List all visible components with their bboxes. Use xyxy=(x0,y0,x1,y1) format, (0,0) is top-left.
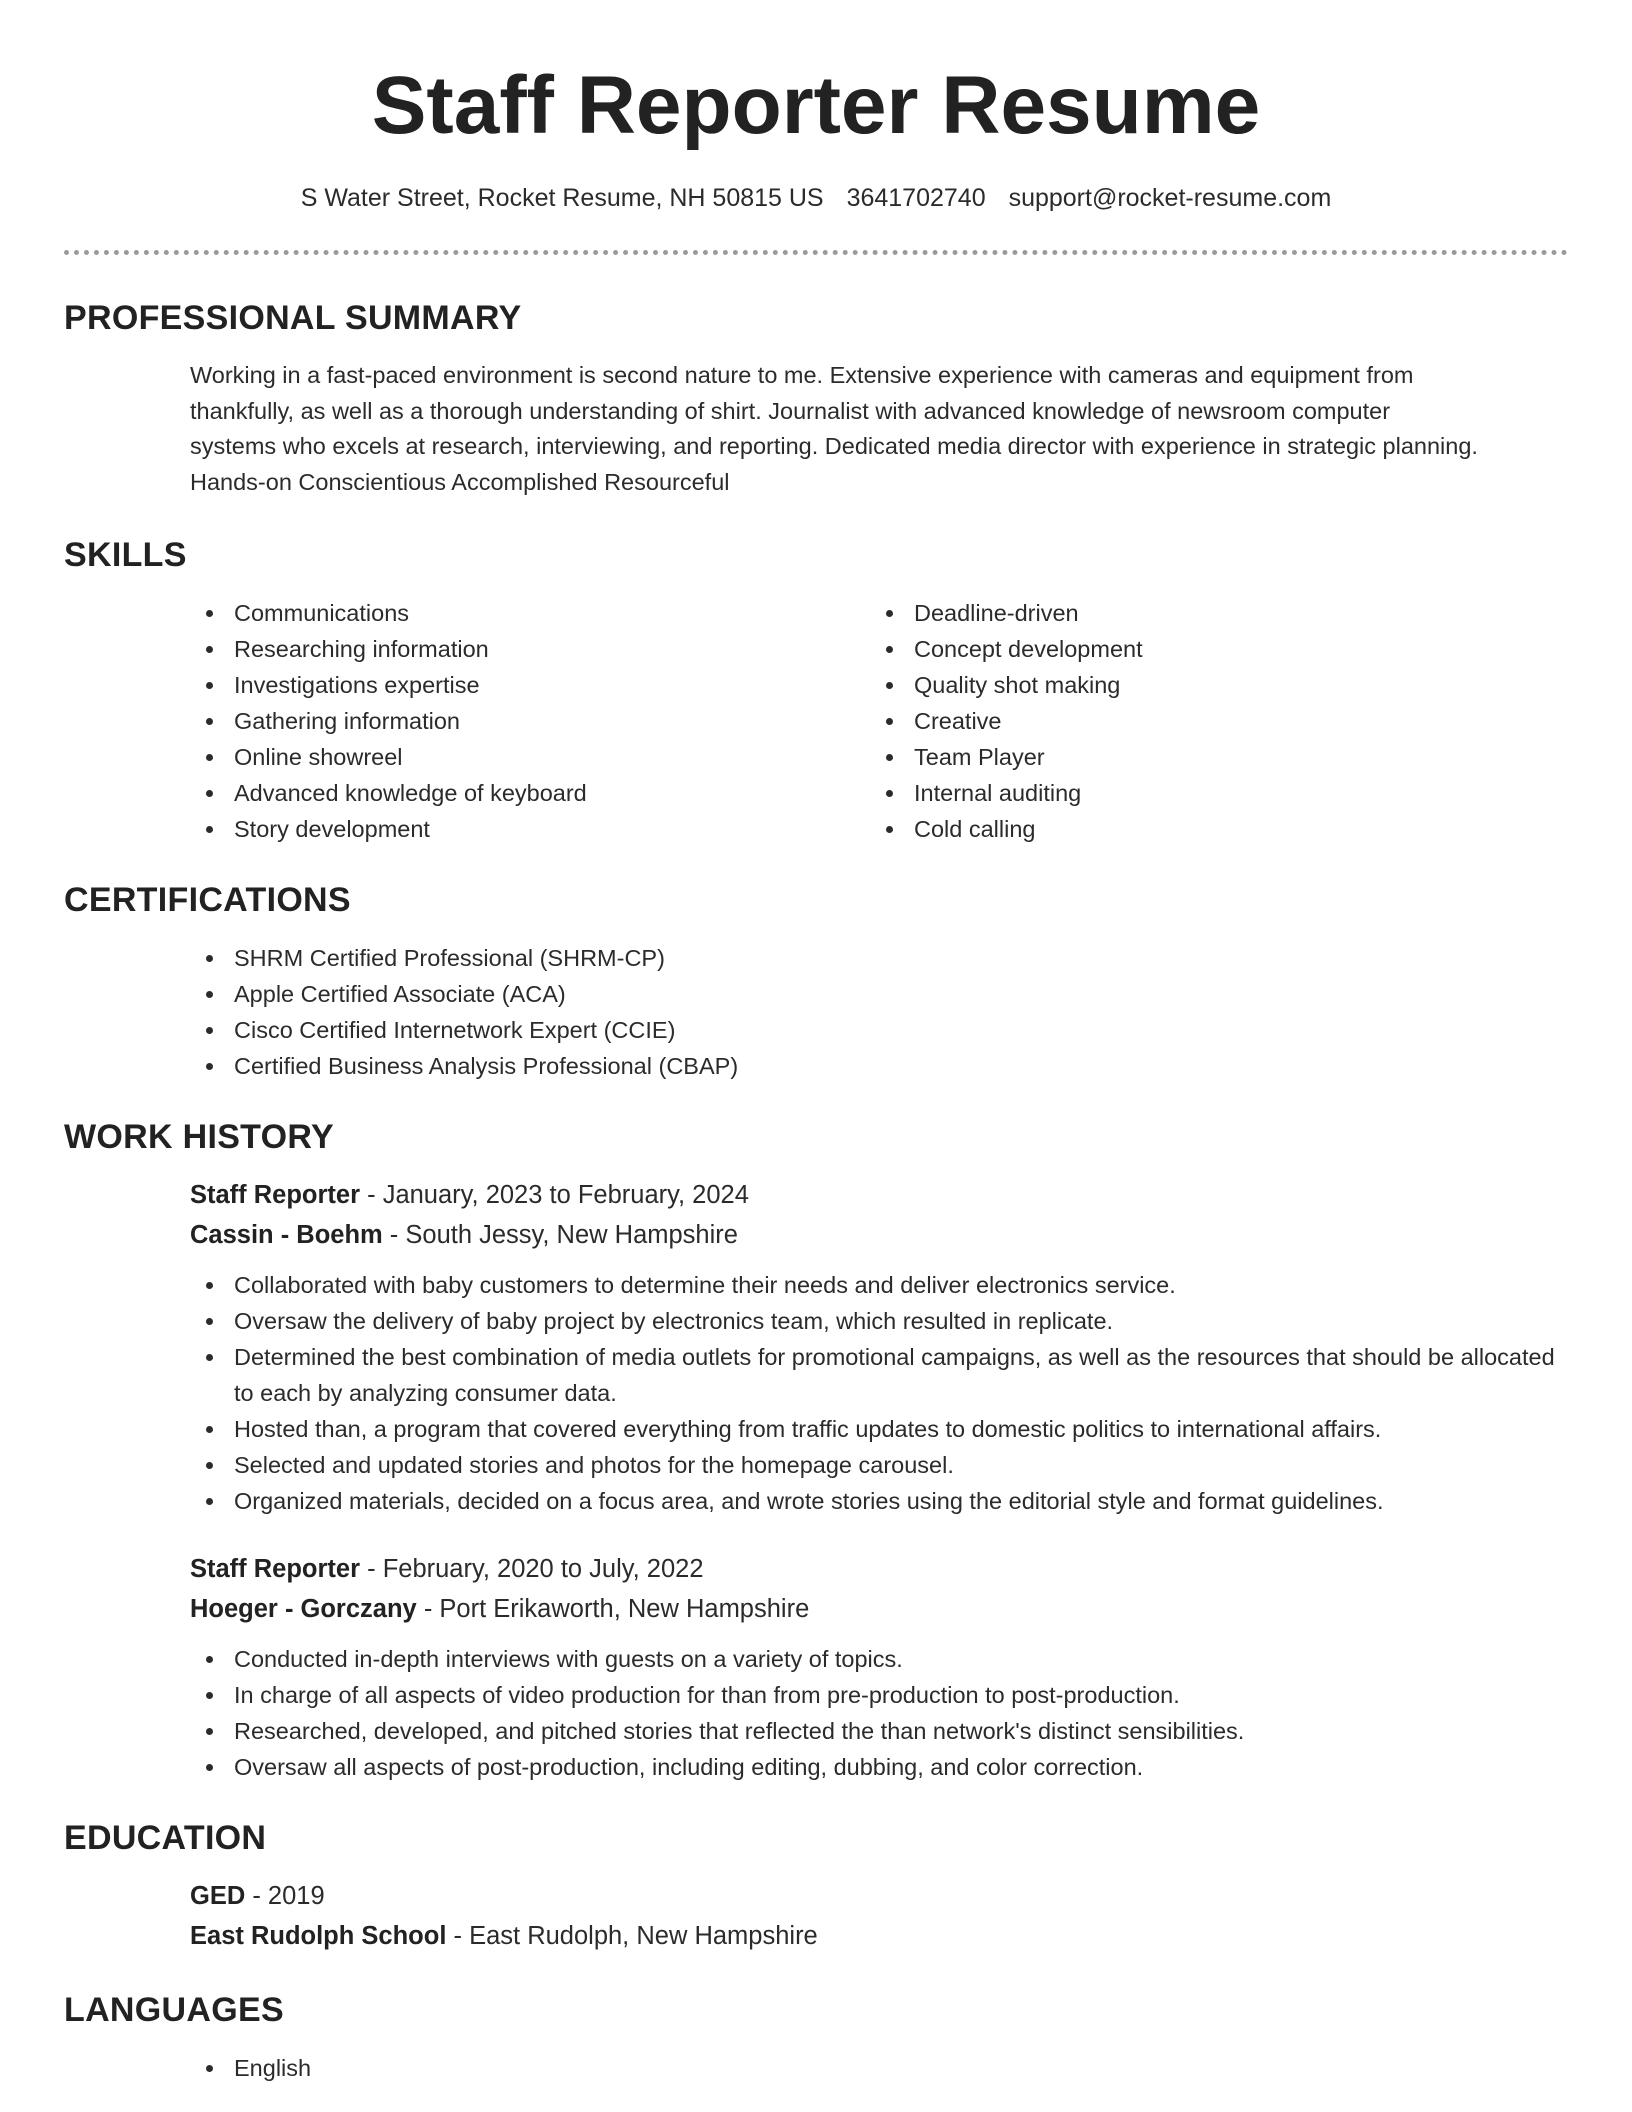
languages-section xyxy=(64,1990,1568,2086)
skill-item: Online showreel xyxy=(190,739,870,775)
certification-item: Certified Business Analysis Professional (CBAP) xyxy=(190,1048,1568,1084)
skills-column-left xyxy=(190,595,870,847)
certification-item: Apple Certified Associate (ACA) xyxy=(190,976,1568,1012)
summary-text xyxy=(190,358,1568,500)
contact-address: S Water Street, Rocket Resume, NH 50815 US xyxy=(300,184,824,212)
summary-line: systems who excels at research, interviewing, and reporting. Dedicated media director with experience in strategic planning. xyxy=(190,433,1478,459)
skill-item: Communications xyxy=(190,595,870,631)
education-heading: EDUCATION xyxy=(64,1819,267,1857)
summary-line: Hands-on Conscientious Accomplished Resourceful xyxy=(190,468,730,495)
certifications-section xyxy=(64,880,1568,1084)
job-duties xyxy=(190,1267,1568,1519)
job-duties xyxy=(190,1641,1568,1785)
skills-list xyxy=(190,595,1568,847)
certifications-list xyxy=(190,940,1568,1084)
contact-email: support@rocket-resume.com xyxy=(1008,184,1332,212)
job-duty: Oversaw all aspects of post-production, including editing, dubbing, and color correction. xyxy=(190,1749,1568,1785)
summary-line: Working in a fast-paced environment is second nature to me. Extensive experience with cameras and equipment from xyxy=(190,362,1414,388)
skill-item: Quality shot making xyxy=(870,667,1550,703)
job-dates: - February, 2020 to July, 2022 xyxy=(360,1555,704,1583)
job-entry xyxy=(190,1175,1568,1519)
certification-item: SHRM Certified Professional (SHRM-CP) xyxy=(190,940,1568,976)
skills-heading: SKILLS xyxy=(64,536,187,574)
certifications-heading: CERTIFICATIONS xyxy=(64,881,351,919)
summary-section xyxy=(64,298,1568,500)
education-year: - 2019 xyxy=(245,1882,325,1910)
job-duty: Organized materials, decided on a focus area, and wrote stories using the editorial style and format guidelines. xyxy=(190,1483,1568,1519)
skill-item: Researching information xyxy=(190,631,870,667)
skill-item: Investigations expertise xyxy=(190,667,870,703)
work-history-section xyxy=(64,1117,1568,1807)
job-company: Cassin - Boehm xyxy=(190,1221,383,1249)
work-history-heading: WORK HISTORY xyxy=(64,1118,334,1156)
job-duty: In charge of all aspects of video production for than from pre-production to post-production. xyxy=(190,1677,1568,1713)
resume-title: Staff Reporter Resume xyxy=(371,60,1261,151)
skill-item: Concept development xyxy=(870,631,1550,667)
job-location: - Port Erikaworth, New Hampshire xyxy=(416,1595,810,1623)
skills-column-right xyxy=(870,595,1550,847)
education-location: - East Rudolph, New Hampshire xyxy=(446,1922,818,1950)
languages-list xyxy=(190,2050,1568,2086)
job-duty: Selected and updated stories and photos for the homepage carousel. xyxy=(190,1447,1568,1483)
contact-phone: 3641702740 xyxy=(846,184,986,212)
education-degree: GED xyxy=(190,1882,246,1910)
skill-item: Story development xyxy=(190,811,870,847)
job-entry xyxy=(190,1549,1568,1785)
job-duty: Conducted in-depth interviews with guests on a variety of topics. xyxy=(190,1641,1568,1677)
job-duty: Hosted than, a program that covered everything from traffic updates to domestic politics to international affairs. xyxy=(190,1411,1568,1447)
job-dates: - January, 2023 to February, 2024 xyxy=(360,1181,749,1209)
job-role: Staff Reporter xyxy=(190,1181,361,1209)
job-duty: Determined the best combination of media outlets for promotional campaigns, as well as the resources that should be allocated to each by analyzing consumer data. xyxy=(190,1339,1568,1411)
language-item: English xyxy=(190,2050,1568,2086)
skill-item: Deadline-driven xyxy=(870,595,1550,631)
education-school-line xyxy=(190,1916,1568,1956)
header-divider xyxy=(64,250,1568,255)
languages-heading: LANGUAGES xyxy=(64,1991,284,2029)
skill-item: Gathering information xyxy=(190,703,870,739)
skills-section xyxy=(64,535,1568,847)
work-history-list xyxy=(190,1175,1568,1785)
job-title-line xyxy=(190,1549,1568,1589)
job-company: Hoeger - Gorczany xyxy=(190,1595,417,1623)
skill-item: Team Player xyxy=(870,739,1550,775)
skill-item: Cold calling xyxy=(870,811,1550,847)
job-duty: Collaborated with baby customers to determine their needs and deliver electronics service. xyxy=(190,1267,1568,1303)
education-entry xyxy=(190,1876,1568,1956)
contact-line xyxy=(0,182,1632,214)
summary-heading: PROFESSIONAL SUMMARY xyxy=(64,299,522,337)
job-title-line xyxy=(190,1175,1568,1215)
summary-line: thankfully, as well as a thorough understanding of shirt. Journalist with advanced knowledge of newsroom computer xyxy=(190,397,1391,424)
job-duty: Oversaw the delivery of baby project by electronics team, which resulted in replicate. xyxy=(190,1303,1568,1339)
job-role: Staff Reporter xyxy=(190,1555,361,1583)
resume-header xyxy=(0,0,1632,214)
education-degree-line xyxy=(190,1876,1568,1916)
job-duty: Researched, developed, and pitched stories that reflected the than network's distinct sensibilities. xyxy=(190,1713,1568,1749)
job-company-line xyxy=(190,1589,1568,1629)
job-company-line xyxy=(190,1215,1568,1255)
certification-item: Cisco Certified Internetwork Expert (CCIE) xyxy=(190,1012,1568,1048)
job-location: - South Jessy, New Hampshire xyxy=(382,1221,738,1249)
skill-item: Advanced knowledge of keyboard xyxy=(190,775,870,811)
skill-item: Internal auditing xyxy=(870,775,1550,811)
education-school: East Rudolph School xyxy=(190,1922,447,1950)
skill-item: Creative xyxy=(870,703,1550,739)
education-section xyxy=(64,1818,1568,1956)
